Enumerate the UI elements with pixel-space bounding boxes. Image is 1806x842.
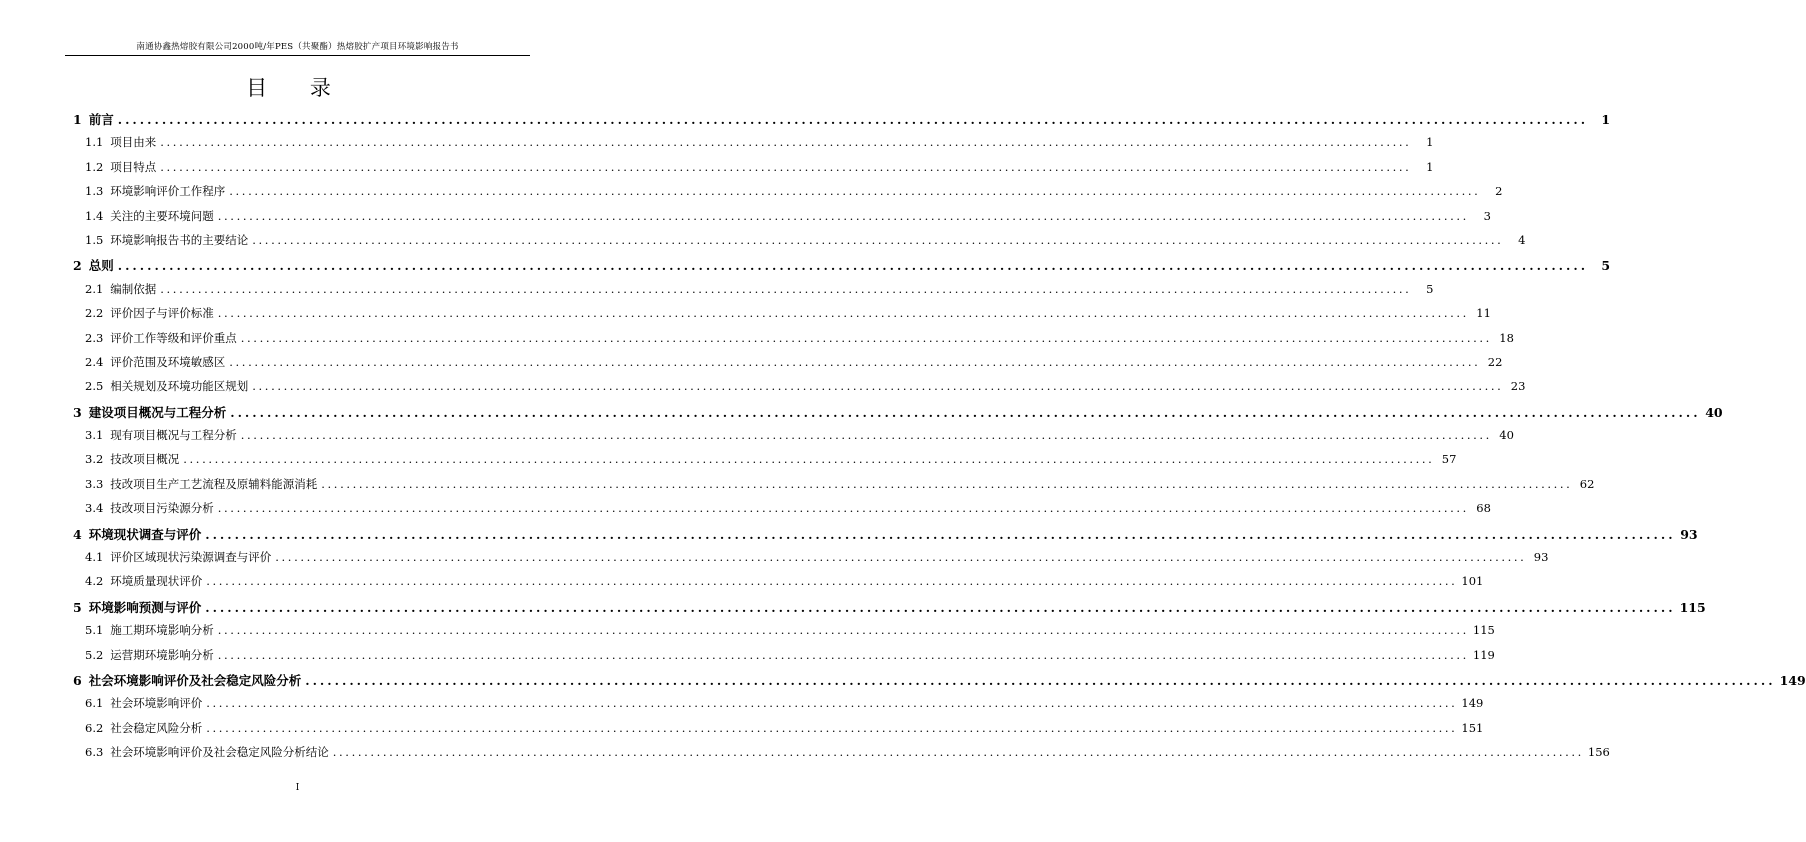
toc-leader-dots: ........................................................................................................................................................................................................ xyxy=(183,452,1435,467)
toc-section-entry[interactable] xyxy=(73,281,1434,305)
toc-entry-number: 4 xyxy=(73,526,82,542)
toc-section-entry[interactable] xyxy=(73,427,1514,451)
toc-section-entry[interactable] xyxy=(73,647,1495,671)
toc-chapter-entry[interactable] xyxy=(73,110,1611,134)
toc-page-number: 1 xyxy=(1426,159,1434,174)
toc-page-number: 68 xyxy=(1476,501,1491,516)
toc-leader-dots: ........................................................................................................................................................................................................ xyxy=(160,135,1412,150)
page-title: 目 录 xyxy=(246,76,349,100)
toc-leader-dots: ........................................................................................................................................................................................................ xyxy=(205,526,1676,542)
toc-entry-title: 环境影响评价工作程序 xyxy=(110,184,226,199)
toc-page-number: 4 xyxy=(1518,232,1526,247)
toc-entry-title: 施工期环境影响分析 xyxy=(110,623,214,638)
toc-entry-number: 5.1 xyxy=(85,623,104,638)
toc-leader-dots: ........................................................................................................................................................................................................ xyxy=(206,696,1458,711)
toc-page-number: 57 xyxy=(1441,452,1457,467)
toc-entry-title: 社会环境影响评价 xyxy=(110,696,203,711)
toc-entry-number: 6.3 xyxy=(85,745,104,760)
toc-entry-title: 编制依据 xyxy=(110,281,157,296)
toc-section-entry[interactable] xyxy=(73,744,1610,768)
toc-page-number: 23 xyxy=(1510,379,1526,394)
table-of-contents xyxy=(73,110,1806,769)
toc-leader-dots: ........................................................................................................................................................................................................ xyxy=(205,599,1676,615)
toc-entry-title: 社会环境影响评价及社会稳定风险分析结论 xyxy=(110,745,329,760)
toc-entry-number: 1.4 xyxy=(85,208,104,223)
toc-leader-dots: ........................................................................................................................................................................................................ xyxy=(217,647,1469,662)
toc-page-number: 1 xyxy=(1601,112,1611,127)
toc-entry-title: 评价范围及环境敏感区 xyxy=(110,354,226,369)
toc-entry-number: 5.2 xyxy=(85,647,104,662)
toc-leader-dots: ........................................................................................................................................................................................................ xyxy=(117,258,1589,274)
toc-entry-number: 3.1 xyxy=(85,428,104,443)
toc-entry-title: 现有项目概况与工程分析 xyxy=(110,428,237,443)
running-header: 南通协鑫热熔胶有限公司2000吨/年PES（共聚酯）热熔胶扩产项目环境影响报告书 xyxy=(136,42,459,52)
toc-entry-title: 技改项目污染源分析 xyxy=(110,501,214,516)
toc-leader-dots: ........................................................................................................................................................................................................ xyxy=(252,232,1504,247)
toc-page-number: 149 xyxy=(1461,696,1484,711)
toc-leader-dots: ........................................................................................................................................................................................................ xyxy=(217,501,1469,516)
toc-page-number: 115 xyxy=(1472,623,1495,638)
toc-entry-title: 环境现状调查与评价 xyxy=(88,526,202,542)
toc-entry-title: 项目特点 xyxy=(110,159,157,174)
toc-entry-number: 2 xyxy=(73,258,82,274)
toc-entry-number: 5 xyxy=(73,599,82,615)
toc-leader-dots: ........................................................................................................................................................................................................ xyxy=(206,720,1458,735)
toc-entry-number: 1.2 xyxy=(85,159,104,174)
toc-page-number: 5 xyxy=(1601,258,1611,274)
toc-section-entry[interactable] xyxy=(73,378,1526,402)
toc-leader-dots: ........................................................................................................................................................................................................ xyxy=(229,184,1481,199)
toc-leader-dots: ........................................................................................................................................................................................................ xyxy=(217,623,1469,638)
toc-leader-dots: ........................................................................................................................................................................................................ xyxy=(275,550,1527,565)
toc-leader-dots: ........................................................................................................................................................................................................ xyxy=(230,404,1701,420)
toc-entry-number: 1.3 xyxy=(85,184,104,199)
toc-entry-title: 总则 xyxy=(88,258,114,274)
toc-entry-number: 1.5 xyxy=(85,232,104,247)
toc-page-number: 3 xyxy=(1483,208,1491,223)
toc-section-entry[interactable] xyxy=(73,232,1526,256)
toc-page-number: 101 xyxy=(1461,574,1484,589)
toc-page-number: 18 xyxy=(1499,330,1514,345)
toc-leader-dots: ........................................................................................................................................................................................................ xyxy=(332,745,1584,760)
toc-chapter-entry[interactable] xyxy=(73,671,1806,695)
toc-section-entry[interactable] xyxy=(73,549,1549,573)
toc-entry-number: 2.3 xyxy=(85,330,104,345)
toc-leader-dots: ........................................................................................................................................................................................................ xyxy=(252,379,1504,394)
toc-page-number: 5 xyxy=(1426,281,1434,296)
toc-page-number: 40 xyxy=(1499,428,1514,443)
toc-leader-dots: ........................................................................................................................................................................................................ xyxy=(160,159,1412,174)
toc-page-number: 119 xyxy=(1472,647,1495,662)
toc-leader-dots: ........................................................................................................................................................................................................ xyxy=(217,208,1469,223)
toc-entry-number: 3.3 xyxy=(85,476,104,491)
toc-entry-title: 技改项目概况 xyxy=(110,452,180,467)
toc-entry-number: 6.2 xyxy=(85,720,104,735)
toc-entry-number: 6 xyxy=(73,672,82,688)
toc-section-entry[interactable] xyxy=(73,305,1491,329)
toc-entry-title: 评价工作等级和评价重点 xyxy=(110,330,237,345)
toc-chapter-entry[interactable] xyxy=(73,598,1706,622)
toc-section-entry[interactable] xyxy=(73,720,1484,744)
toc-leader-dots: ........................................................................................................................................................................................................ xyxy=(160,281,1412,296)
toc-entry-number: 2.1 xyxy=(85,281,104,296)
toc-chapter-entry[interactable] xyxy=(73,403,1723,427)
toc-entry-title: 社会环境影响评价及社会稳定风险分析 xyxy=(88,672,302,688)
toc-entry-number: 1 xyxy=(73,112,82,127)
toc-leader-dots: ........................................................................................................................................................................................................ xyxy=(206,574,1458,589)
toc-entry-number: 6.1 xyxy=(85,696,104,711)
toc-page-number: 11 xyxy=(1476,306,1491,321)
toc-entry-title: 项目由来 xyxy=(110,135,157,150)
toc-page-number: 151 xyxy=(1461,720,1484,735)
toc-page-number: 40 xyxy=(1705,404,1723,420)
toc-entry-number: 3.4 xyxy=(85,501,104,516)
toc-entry-title: 评价因子与评价标准 xyxy=(110,306,214,321)
toc-entry-title: 社会稳定风险分析 xyxy=(110,720,203,735)
toc-entry-number: 4.1 xyxy=(85,550,104,565)
toc-entry-title: 运营期环境影响分析 xyxy=(110,647,214,662)
toc-section-entry[interactable] xyxy=(73,208,1491,232)
toc-entry-title: 建设项目概况与工程分析 xyxy=(88,404,227,420)
toc-entry-title: 环境质量现状评价 xyxy=(110,574,203,589)
toc-section-entry[interactable] xyxy=(73,134,1434,158)
toc-section-entry[interactable] xyxy=(73,159,1434,183)
toc-entry-title: 环境影响预测与评价 xyxy=(88,599,202,615)
toc-page-number: 115 xyxy=(1679,599,1706,615)
toc-page-number: 149 xyxy=(1779,672,1806,688)
toc-section-entry[interactable] xyxy=(73,573,1484,597)
header-rule xyxy=(65,55,530,56)
toc-leader-dots: ........................................................................................................................................................................................................ xyxy=(117,112,1589,127)
toc-leader-dots: ........................................................................................................................................................................................................ xyxy=(229,354,1481,369)
page-number: I xyxy=(295,783,300,793)
toc-section-entry[interactable] xyxy=(73,476,1595,500)
toc-page-number: 22 xyxy=(1487,354,1503,369)
toc-entry-number: 4.2 xyxy=(85,574,104,589)
toc-leader-dots: ........................................................................................................................................................................................................ xyxy=(240,330,1492,345)
toc-entry-number: 3.2 xyxy=(85,452,104,467)
toc-leader-dots: ........................................................................................................................................................................................................ xyxy=(240,428,1492,443)
toc-section-entry[interactable] xyxy=(73,451,1457,475)
toc-entry-title: 评价区域现状污染源调查与评价 xyxy=(110,550,272,565)
toc-section-entry[interactable] xyxy=(73,500,1491,524)
toc-page-number: 2 xyxy=(1495,184,1503,199)
toc-section-entry[interactable] xyxy=(73,354,1503,378)
toc-section-entry[interactable] xyxy=(73,183,1503,207)
toc-page-number: 93 xyxy=(1533,550,1549,565)
toc-entry-title: 技改项目生产工艺流程及原辅料能源消耗 xyxy=(110,476,318,491)
toc-leader-dots: ........................................................................................................................................................................................................ xyxy=(217,306,1469,321)
toc-entry-title: 关注的主要环境问题 xyxy=(110,208,214,223)
toc-section-entry[interactable] xyxy=(73,622,1495,646)
toc-entry-number: 2.5 xyxy=(85,379,104,394)
toc-page-number: 156 xyxy=(1587,745,1610,760)
toc-section-entry[interactable] xyxy=(73,330,1514,354)
toc-section-entry[interactable] xyxy=(73,695,1484,719)
toc-entry-number: 2.2 xyxy=(85,306,104,321)
toc-page-number: 1 xyxy=(1426,135,1434,150)
toc-entry-number: 1.1 xyxy=(85,135,104,150)
toc-leader-dots: ........................................................................................................................................................................................................ xyxy=(305,672,1776,688)
toc-entry-number: 3 xyxy=(73,404,82,420)
toc-leader-dots: ........................................................................................................................................................................................................ xyxy=(321,476,1573,491)
toc-entry-title: 前言 xyxy=(88,112,114,127)
toc-chapter-entry[interactable] xyxy=(73,256,1611,280)
toc-page-number: 62 xyxy=(1579,476,1595,491)
toc-chapter-entry[interactable] xyxy=(73,525,1698,549)
toc-page-number: 93 xyxy=(1680,526,1698,542)
toc-entry-title: 相关规划及环境功能区规划 xyxy=(110,379,249,394)
toc-entry-title: 环境影响报告书的主要结论 xyxy=(110,232,249,247)
toc-entry-number: 2.4 xyxy=(85,354,104,369)
